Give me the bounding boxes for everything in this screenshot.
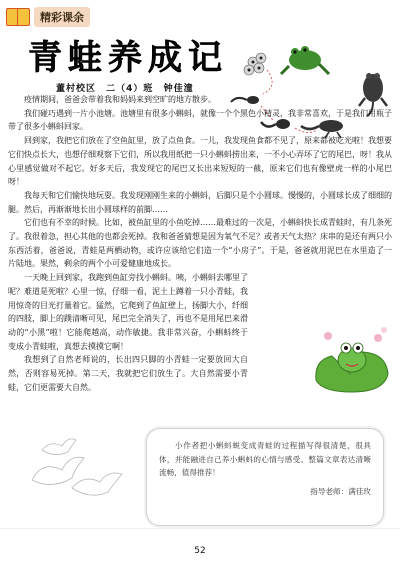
footer-divider (0, 528, 400, 529)
book-icon (6, 8, 30, 26)
comment-text: 小作者把小蝌蚪蜕变成青蛙的过程描写得很清楚，很具体，并能融进自己养小蝌蚪的心情与感受。整篇文章表达清晰流畅，值得推荐！ (159, 441, 371, 477)
comment-signature: 指导老师：满佳玫 (310, 486, 371, 496)
paragraph: 我想到了自然老师说的，长出四只脚的小青蛙一定要放回大自然，否则容易死掉。第二天，我就把它们放生了。大自然需要小青蛙，它们更需要大自然。 (8, 355, 248, 392)
paragraph: 它们也有不幸的时候。比如，被鱼缸里的小鱼吃掉……最难过的一次是，小蝌蚪快长成青蛙时，有几条死了。我很着急，担心其他的也都会死掉。我和爸爸猜想是因为氧气不足？或者天气太热？床串的是还有两只小东西活着，爸爸说，青蛙是两栖动物，或许应该给它们造一个“小房子”。于是，爸爸就用泥巴在水里造了一片陆地。果然，剩余的两个小可爱健康地成长。 (8, 218, 392, 269)
byline-class: 二（4）班 (106, 84, 154, 94)
frog-icon (281, 46, 329, 74)
doves-illustration (12, 430, 142, 510)
byline-school: 董村校区 (56, 84, 97, 94)
article-title: 青蛙养成记 (28, 38, 228, 78)
section-label: 精彩课余 (34, 7, 90, 27)
teacher-comment-box (146, 428, 384, 526)
paragraph: 一天晚上回到家，我跑到鱼缸旁找小蝌蚪。咦，小蝌蚪去哪里了呢？难道是死啦？心里一惊，仔细一看，泥土上蹲着一只小青蛙，我用惊奇的目光打量着它。猛然，它爬到了鱼缸壁上，扬脚大小，纤细的四肢，脚上的蹼清晰可见，尾巴完全消失了，再也不是用尾巴来滑动的“小黑”啦！它能爬越高，动作敏捷。我非常兴奋，小蝌蚪终于变成小青蛙啦，真想去摸摸它啊！ (8, 273, 248, 351)
paragraph: 回到家，我把它们放在了空鱼缸里，放了点鱼食。一儿，我发现鱼食都不见了，原来都被吃光啦！我想要它们快点长大，也想仔细观察下它们，所以我用纸把一只小蝌蚪捞出来，一不小心弄坏了它的尾巴，呀！我从心里感觉做对不起它。好多天后，我发现它的尾巴又长出来短短的一截，原来它们也有像壁虎一样的小尾巴呀！ (8, 136, 392, 187)
paragraph: 疫情期间，爸爸会带着我和妈妈来到空旷的地方散步。 (24, 95, 216, 104)
paragraph: 我每天和它们愉快地玩耍。我发现刚刚生来的小蝌蚪，后脚只是个小圆球。慢慢的，小圆球长成了细细的腿。然后，再渐渐地长出小圆球样的前脚…… (8, 190, 392, 214)
byline-author: 钟佳潼 (163, 84, 194, 94)
section-badge (6, 6, 90, 28)
frog-eggs-icon (244, 53, 266, 75)
frog-on-lilypad-illustration (310, 316, 394, 396)
dove-icon (32, 439, 122, 495)
paragraph: 我们碰巧遇到一片小池塘。池塘里有很多小蝌蚪，就像一个个黑色小精灵，我非常喜欢，于是我们用瓶子带了很多小蝌蚪回家。 (8, 108, 392, 132)
page-number: 52 (194, 546, 206, 556)
